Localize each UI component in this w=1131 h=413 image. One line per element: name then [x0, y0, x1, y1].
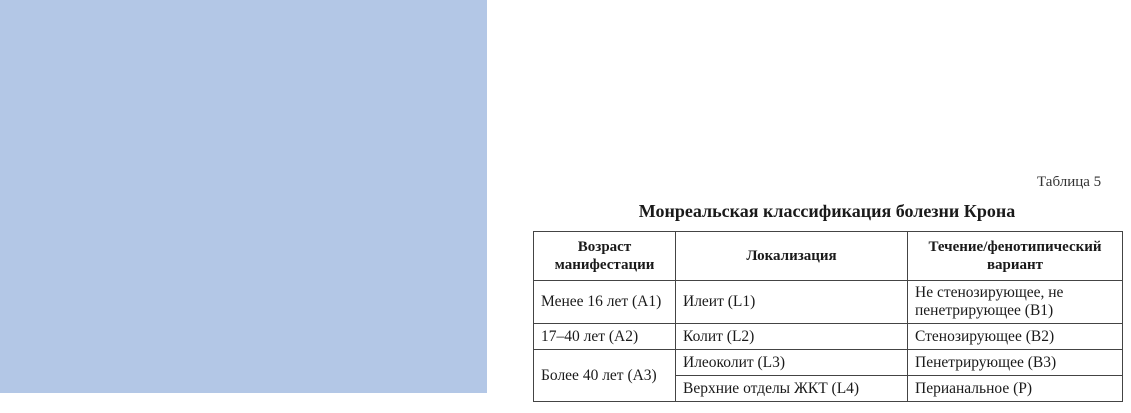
table-header-row: [534, 232, 1123, 281]
table-row: [534, 350, 1123, 376]
table-title: Монреальская классификация болезни Крона: [638, 201, 1016, 221]
cell-location: Илеит (L1): [676, 281, 908, 324]
header-behavior: Течение/фенотипический вариант: [908, 232, 1123, 281]
classification-table: [533, 231, 1123, 402]
table-number: Таблица 5: [1037, 176, 1102, 190]
cell-location: Илеоколит (L3): [676, 350, 908, 376]
cell-age: Менее 16 лет (A1): [534, 281, 676, 324]
cell-behavior: Перианальное (P): [908, 376, 1123, 402]
table-row: [534, 324, 1123, 350]
blue-panel: [0, 0, 487, 393]
cell-behavior: Пенетрирующее (B3): [908, 350, 1123, 376]
header-location: Локализация: [676, 232, 908, 281]
cell-location: Колит (L2): [676, 324, 908, 350]
header-age: Возраст манифестации: [534, 232, 676, 281]
cell-behavior: Стенозирующее (B2): [908, 324, 1123, 350]
cell-age: 17–40 лет (A2): [534, 324, 676, 350]
table-row: [534, 281, 1123, 324]
cell-age: Более 40 лет (A3): [534, 350, 676, 402]
cell-behavior: Не стенозирующее, не пенетрирующее (B1): [908, 281, 1123, 324]
cell-location: Верхние отделы ЖКТ (L4): [676, 376, 908, 402]
